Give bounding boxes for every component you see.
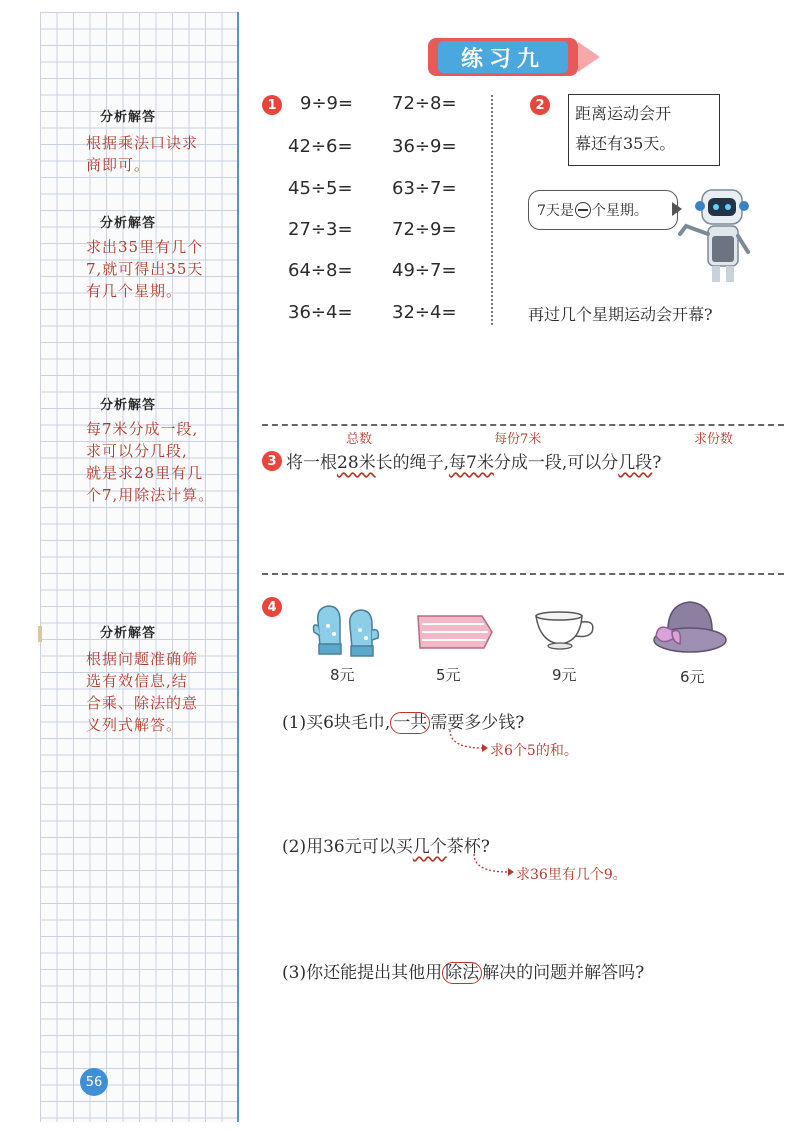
page-number: 56: [80, 1068, 108, 1096]
note-4-text: [86, 648, 198, 736]
hint-1-arrow-icon: [448, 728, 490, 754]
note-1-heading: 分析解答: [100, 110, 157, 125]
question-2-text: 再过几个星期运动会开幕?: [528, 305, 713, 324]
price-hat: 6元: [680, 668, 705, 686]
q3-part-e: 分成一段,可以分: [493, 453, 619, 473]
title-arrow-icon: [578, 42, 600, 72]
equation: 36÷4=: [288, 302, 353, 323]
page-edge-tab: [38, 626, 42, 642]
q3-part-a: 将一根: [286, 453, 337, 473]
notes-column-border: [237, 12, 239, 1122]
q3-part-parts: 几段: [618, 453, 653, 473]
hint-2-arrow-icon: [472, 852, 516, 878]
sub1-keyword: 一共: [390, 712, 430, 734]
note-1-line-1: 根据乘法口诀求: [86, 134, 199, 152]
sub-question-3: [282, 958, 644, 983]
notes-grid-column: [40, 12, 238, 1122]
note-4-line-3: 合乘、除法的意: [86, 694, 199, 712]
blank-circle-icon: [575, 202, 591, 218]
q3-part-c: 长的绳子,: [375, 453, 450, 473]
equation: 64÷8=: [288, 260, 353, 281]
sub2-keyword: 几个: [412, 837, 447, 857]
sign-line-1: 距离运动会开: [575, 104, 672, 123]
robot-illustration: [672, 186, 764, 286]
note-3-text: [86, 418, 214, 506]
note-3-heading: 分析解答: [100, 398, 157, 413]
robot-speech-bubble: [528, 190, 678, 230]
section-divider: [262, 424, 784, 426]
note-4-heading: 分析解答: [100, 626, 157, 641]
equation: 49÷7=: [392, 260, 457, 281]
question-4-badge: 4: [262, 597, 282, 617]
question-2-badge: 2: [530, 95, 550, 115]
annotation-total: 总数: [346, 432, 373, 447]
section-divider: [262, 573, 784, 575]
equation: 36÷9=: [392, 136, 457, 157]
question-3-badge: 3: [262, 451, 282, 471]
note-3-line-2: 求可以分几段,: [86, 442, 188, 460]
sub3-part-c: 解决的问题并解答吗?: [482, 963, 645, 983]
sub3-part-a: (3)你还能提出其他用: [282, 963, 443, 983]
note-3-line-3: 就是求28里有几: [86, 464, 204, 482]
sign-line-2: 幕还有35天。: [575, 134, 676, 153]
equation: 27÷3=: [288, 219, 353, 240]
sub2-part-a: (2)用36元可以买: [282, 837, 413, 857]
sub1-part-c: 需要多少钱?: [430, 713, 525, 733]
sub1-part-a: (1)买6块毛巾,: [282, 713, 391, 733]
annotation-each: 每份7米: [494, 432, 542, 447]
countdown-sign: [568, 94, 720, 166]
hat-icon: [650, 596, 730, 662]
equation: 63÷7=: [392, 178, 457, 199]
note-3-line-1: 每7米分成一段,: [86, 420, 199, 438]
gloves-icon: [310, 600, 390, 660]
equation: 42÷6=: [288, 136, 353, 157]
sub3-keyword: 除法: [442, 962, 482, 984]
equation: 45÷5=: [288, 178, 353, 199]
equation: 32÷4=: [392, 302, 457, 323]
exercise-title: [428, 38, 600, 76]
note-2-heading: 分析解答: [100, 216, 157, 231]
sub2-part-c: 茶杯?: [446, 837, 490, 857]
note-2-line-2: 7,就可得出35天: [86, 260, 204, 278]
note-4-line-2: 选有效信息,结: [86, 672, 188, 690]
equation: 72÷9=: [392, 219, 457, 240]
teacup-icon: [530, 608, 610, 652]
note-2-text: [86, 236, 203, 302]
towel-icon: [412, 610, 498, 654]
note-2-line-3: 有几个星期。: [86, 282, 183, 300]
note-1-text: [86, 132, 198, 176]
annotation-parts: 求份数: [694, 432, 734, 447]
q3-part-g: ?: [652, 453, 662, 473]
price-gloves: 8元: [330, 666, 355, 684]
bubble-suffix: 个星期。: [591, 203, 648, 219]
equation: 72÷8=: [392, 93, 457, 114]
column-divider: [491, 95, 493, 325]
q3-part-each: 每7米: [449, 453, 494, 473]
note-4-line-4: 义列式解答。: [86, 716, 183, 734]
title-text: 练习九: [438, 41, 568, 73]
sub-question-2: [282, 832, 490, 857]
question-1-badge: 1: [262, 95, 282, 115]
price-teacup: 9元: [552, 666, 577, 684]
question-3-text: [286, 448, 661, 473]
hint-2: 求36里有几个9。: [516, 867, 627, 883]
note-2-line-1: 求出35里有几个: [86, 238, 204, 256]
bubble-prefix: 7天是: [537, 203, 574, 219]
note-4-line-1: 根据问题准确筛: [86, 650, 199, 668]
q3-part-total: 28米: [337, 453, 376, 473]
price-towel: 5元: [436, 666, 461, 684]
note-3-line-4: 个7,用除法计算。: [86, 486, 215, 504]
hint-1: 求6个5的和。: [490, 743, 578, 759]
equation: 9÷9=: [300, 93, 354, 114]
note-1-line-2: 商即可。: [86, 156, 151, 174]
